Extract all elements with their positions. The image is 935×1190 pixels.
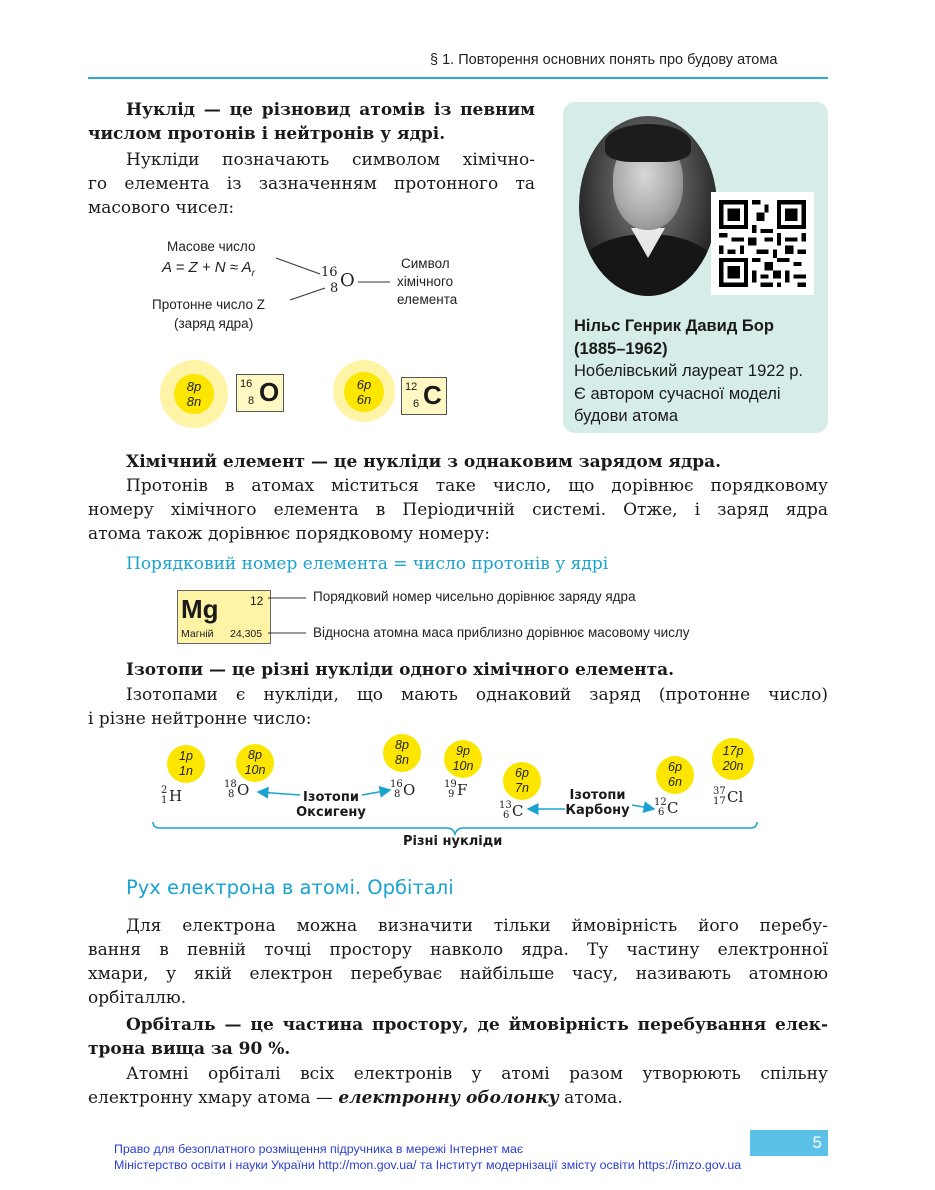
isotope-paragraph-line2: і різне нейтронне число:	[88, 709, 312, 729]
oxygen18-nucleus: 8p 10n	[236, 744, 274, 782]
oxygen-element-box: 16 8 O	[236, 374, 284, 412]
carbon-element-box: 12 6 C	[401, 377, 447, 415]
nuclide-definition-line2: числом протонів і нейтронів у ядрі.	[88, 124, 446, 144]
mg-atomic-number: 12	[250, 594, 264, 608]
page-number: 5	[750, 1130, 828, 1156]
proton-number-label: Протонне число Z	[152, 297, 265, 312]
electron-paragraph-line2: вання в певній точці простору навколо ядра. Ту частину електронної	[88, 940, 828, 960]
electron-paragraph-line3: хмари, у якій електрон перебуває найбільше часу, називають атомною	[88, 964, 828, 984]
mg-atomic-mass: 24,305	[230, 628, 263, 640]
footer-line1: Право для безоплатного розміщення підручника в мережі Інтернет має	[114, 1142, 524, 1156]
different-nuclides-label: Різні нукліди	[403, 834, 503, 849]
oxygen-mass-number: 16	[321, 265, 338, 280]
protons-paragraph-line2: номеру хімічного елемента в Періодичній системі. Отже, і заряд ядра	[88, 500, 828, 520]
symbol-label-line3: елемента	[397, 292, 458, 307]
nuclide-notation-line2: го елемента із зазначенням протонного та	[88, 174, 535, 194]
hydrogen-nucleus: 1p 1n	[167, 745, 205, 783]
shell-paragraph-line1: Атомні орбіталі всіх електронів у атомі разом утворюють спільну	[126, 1064, 828, 1084]
bohr-caption-line3: Нобелівський лауреат 1922 р.	[574, 362, 803, 380]
orbital-definition-line1: Орбіталь — це частина простору, де ймовірність перебування елек-	[126, 1015, 828, 1035]
nuclide-definition-line1: Нуклід — це різновид атомів із певним	[126, 100, 535, 120]
rule-highlight: Порядковий номер елемента = число протонів у ядрі	[126, 554, 609, 574]
electron-paragraph-line4: орбіталлю.	[88, 988, 187, 1008]
mg-label-bottom: Відносна атомна маса приблизно дорівнює масовому числу	[313, 625, 690, 640]
mg-label-top: Порядковий номер чисельно дорівнює заряду ядра	[313, 589, 636, 604]
carbon13-nucleus: 6p 7n	[503, 762, 541, 800]
bohr-portrait	[579, 116, 717, 296]
oxygen-symbol: O	[340, 270, 355, 291]
symbol-label-line2: хімічного	[397, 274, 454, 289]
oxygen16-nucleus: 8p 8n	[383, 734, 421, 772]
isotope-definition: Ізотопи — це різні нукліди одного хімічного елемента.	[126, 660, 675, 680]
nuclide-notation-line3: масового чисел:	[88, 198, 235, 218]
electron-paragraph-line1: Для електрона можна визначити тільки ймовірність його перебу-	[126, 916, 828, 936]
bohr-name: Нільс Генрик Давид Бор	[574, 317, 774, 335]
orbital-definition-line2: трона вища за 90 %.	[88, 1039, 291, 1059]
shell-paragraph-line2: електронну хмару атома — електронну оболонку атома.	[88, 1088, 623, 1108]
qr-code-icon[interactable]	[711, 192, 814, 295]
carbon-nucleus: 6p 6n	[344, 372, 384, 412]
bohr-years: (1885–1962)	[574, 339, 668, 358]
nuclide-notation-line1: Нукліди позначають символом хімічно-	[126, 150, 535, 170]
mg-name: Магній	[181, 628, 214, 640]
bohr-caption-line4: Є автором сучасної моделі	[574, 384, 781, 403]
oxygen-nucleus: 8p 8n	[174, 374, 214, 414]
oxygen-isotopes-label: Ізотопи Оксигену	[296, 790, 366, 820]
isotope-arrows	[0, 780, 935, 840]
oxygen-atomic-number: 8	[330, 281, 339, 296]
section-heading: Рух електрона в атомі. Орбіталі	[126, 876, 454, 899]
isotope-paragraph-line1: Ізотопами є нукліди, що мають однаковий заряд (протонне число)	[126, 685, 828, 705]
carbon-isotopes-label: Ізотопи Карбону	[565, 788, 630, 818]
electron-shell-term: електронну оболонку	[338, 1088, 559, 1108]
symbol-label-line1: Символ	[401, 256, 450, 271]
chlorine-nucleus: 17p 20n	[712, 738, 754, 780]
carbon12-nucleus: 6p 6n	[656, 756, 694, 794]
footer-line2[interactable]: Міністерство освіти і науки України http://mon.gov.ua/ та Інститут модернізації змісту освіти https://imzo.gov.ua	[114, 1158, 742, 1172]
fluorine-nucleus: 9p 10n	[444, 740, 482, 778]
protons-paragraph-line1: Протонів в атомах міститься таке число, що дорівнює порядковому	[126, 476, 828, 496]
protons-paragraph-line3: атома також дорівнює порядковому номеру:	[88, 524, 491, 544]
proton-number-sublabel: (заряд ядра)	[174, 316, 254, 331]
running-header: § 1. Повторення основних понять про будову атома	[430, 52, 778, 68]
mass-number-label: Масове число	[167, 239, 256, 254]
mass-formula: $A = Z + N \approx A_r$	[162, 259, 255, 279]
element-definition: Хімічний елемент — це нукліди з однаковим зарядом ядра.	[126, 452, 722, 472]
bohr-caption-line5: будови атома	[574, 407, 679, 425]
bohr-caption	[574, 315, 803, 428]
mg-symbol: Mg	[181, 594, 219, 624]
